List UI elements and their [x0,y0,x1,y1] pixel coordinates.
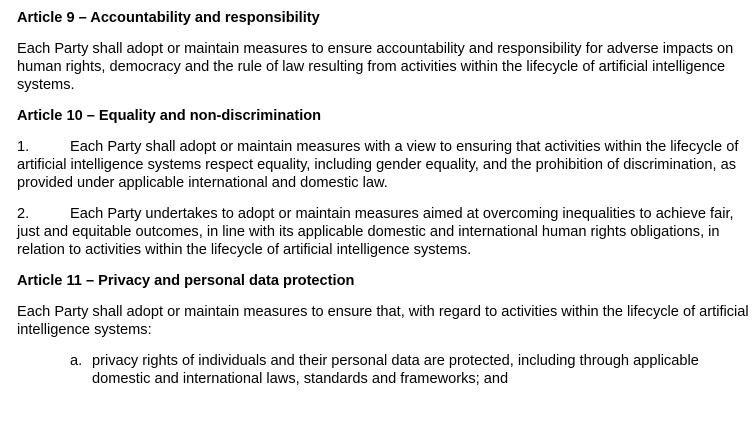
paragraph-text: Each Party shall adopt or maintain measures with a view to ensuring that activities within the lifecycle of artificial intelligence systems respect equality, including gender equality, and the prohibition of discrimination, as provided under applicable international and domestic law. [17,139,739,191]
article-10-paragraph-1 [17,138,751,192]
article-9-heading: Article 9 – Accountability and responsibility [17,10,320,26]
document-page [17,9,751,388]
paragraph-text: Each Party undertakes to adopt or maintain measures aimed at overcoming inequalities to achieve fair, just and equitable outcomes, in line with its applicable domestic and international human rights obligations, in relation to activities within the lifecycle of artificial intelligence systems. [17,206,734,258]
article-11-list [70,352,751,388]
paragraph-number: 1. [17,139,30,155]
list-marker: a. [70,353,83,369]
article-11-heading: Article 11 – Privacy and personal data protection [17,273,355,289]
article-11-intro: Each Party shall adopt or maintain measures to ensure that, with regard to activities within the lifecycle of artificial intelligence systems: [17,304,749,338]
article-9-text: Each Party shall adopt or maintain measures to ensure accountability and responsibility for adverse impacts on human rights, democracy and the rule of law resulting from activities within the lifecycle of artificial intelligence systems. [17,41,734,93]
article-10-heading: Article 10 – Equality and non-discrimination [17,108,322,124]
list-item [70,352,751,388]
list-item-text: privacy rights of individuals and their personal data are protected, including through applicable domestic and international laws, standards and frameworks; and [92,353,699,387]
paragraph-number: 2. [17,206,30,222]
article-10-paragraph-2 [17,205,751,259]
